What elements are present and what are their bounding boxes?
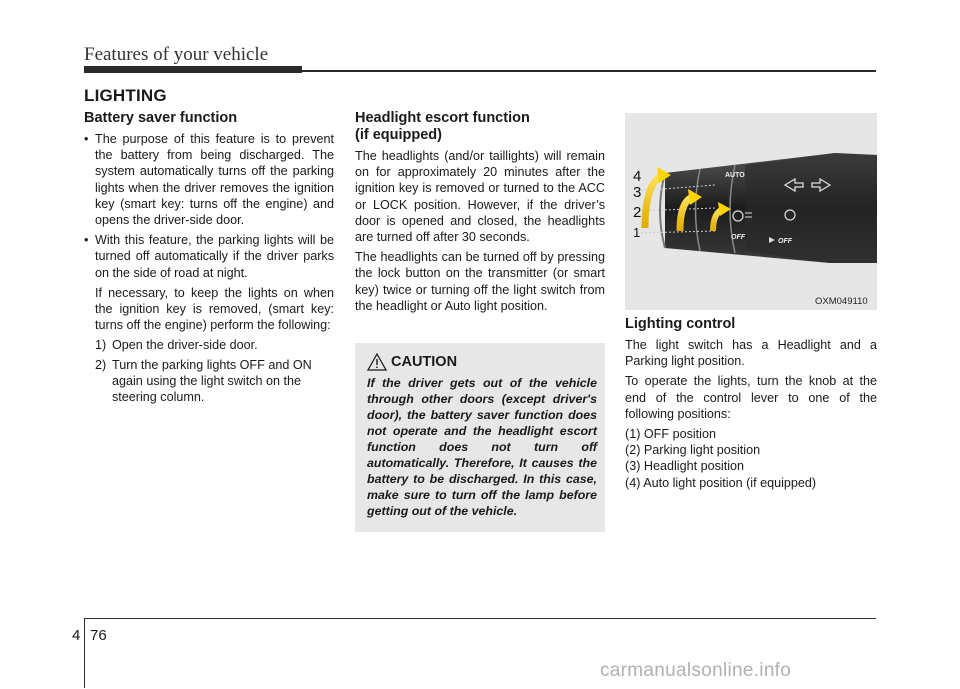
headlight-escort-title-line2: (if equipped) <box>355 127 442 143</box>
warning-triangle-icon <box>367 353 387 371</box>
caution-title: CAUTION <box>391 354 458 370</box>
light-switch-lever-drawing <box>625 113 877 310</box>
column-headlight-escort <box>355 110 605 318</box>
footer-rule <box>84 618 876 619</box>
battery-saver-step-2 <box>84 357 334 406</box>
column-lighting-control <box>625 316 877 491</box>
step-number: 2) <box>95 357 107 372</box>
step-text: Turn the parking lights OFF and ON again using the light switch on the steering column. <box>112 357 312 405</box>
lighting-control-paragraph-1: The light switch has a Headlight and a Parking light position. <box>625 338 877 369</box>
page-header-title: Features of your vehicle <box>84 44 269 65</box>
step-text: Open the driver-side door. <box>112 338 258 353</box>
headlight-escort-paragraph-2: The headlights can be turned off by pressing the lock button on the transmitter (or smart key) twice or turning off the light switch from the headlight or Auto light position. <box>355 250 605 313</box>
auto-label: AUTO <box>725 172 745 179</box>
position-item-1: (1) OFF position <box>625 427 716 442</box>
chapter-number: 4 <box>72 627 81 644</box>
light-switch-illustration <box>625 113 877 310</box>
position-item-3: (3) Headlight position <box>625 459 745 474</box>
header-rule <box>302 70 876 72</box>
column-battery-saver <box>84 110 334 408</box>
position-label-1: 1 <box>633 225 641 240</box>
headlight-escort-paragraph-1: The headlights (and/or taillights) will remain on for approximately 20 minutes after the ignition key is removed or turned to the ACC or LOCK position. However, if the driver’s door is opened and closed, the headlights are turned off after 30 seconds. <box>355 149 605 245</box>
section-title: LIGHTING <box>84 86 167 105</box>
position-item-2: (2) Parking light position <box>625 443 761 458</box>
page-number: 76 <box>90 627 107 644</box>
battery-saver-bullet-1: • The purpose of this feature is to prevent the battery from being discharged. The system automatically turns off the parking lights when the driver removes the ignition key (smart key: turns off the engine) and opens the driver-side door. <box>84 131 334 228</box>
footer-divider <box>84 618 85 688</box>
lighting-control-paragraph-2: To operate the lights, turn the knob at the end of the control lever to one of the following positions: <box>625 374 877 421</box>
figure-caption: OXM049110 <box>815 296 868 307</box>
off-label-knob: OFF <box>731 234 745 241</box>
watermark: carmanualsonline.info <box>600 660 792 681</box>
position-label-4: 4 <box>633 168 642 185</box>
battery-saver-paragraph: If necessary, to keep the lights on when the ignition key is removed, (smart key: turns off the engine) perform the following: <box>95 285 334 333</box>
position-label-2: 2 <box>633 204 642 221</box>
position-label-3: 3 <box>633 184 642 201</box>
header-bar <box>84 66 302 73</box>
step-number: 1) <box>95 338 107 353</box>
caution-text: If the driver gets out of the vehicle through other doors (except driver's door), the battery saver function does not operate and the headlight escort function does not turn off automatically. Therefore, It causes the battery to be discharged. In this case, make sure to turn off the lamp before getting out of the vehicle. <box>367 376 597 518</box>
position-item-4: (4) Auto light position (if equipped) <box>625 475 817 490</box>
caution-box <box>355 343 605 532</box>
off-label-fog: OFF <box>778 238 792 245</box>
headlight-escort-title <box>355 110 605 144</box>
battery-saver-bullet-2: • With this feature, the parking lights will be turned off automatically if the driver parks on the side of road at night. <box>84 232 334 281</box>
battery-saver-step-1 <box>84 337 334 353</box>
headlight-escort-title-line1: Headlight escort function <box>355 110 530 126</box>
caution-header <box>367 353 597 371</box>
battery-saver-title: Battery saver function <box>84 110 238 126</box>
lighting-control-title: Lighting control <box>625 316 736 332</box>
